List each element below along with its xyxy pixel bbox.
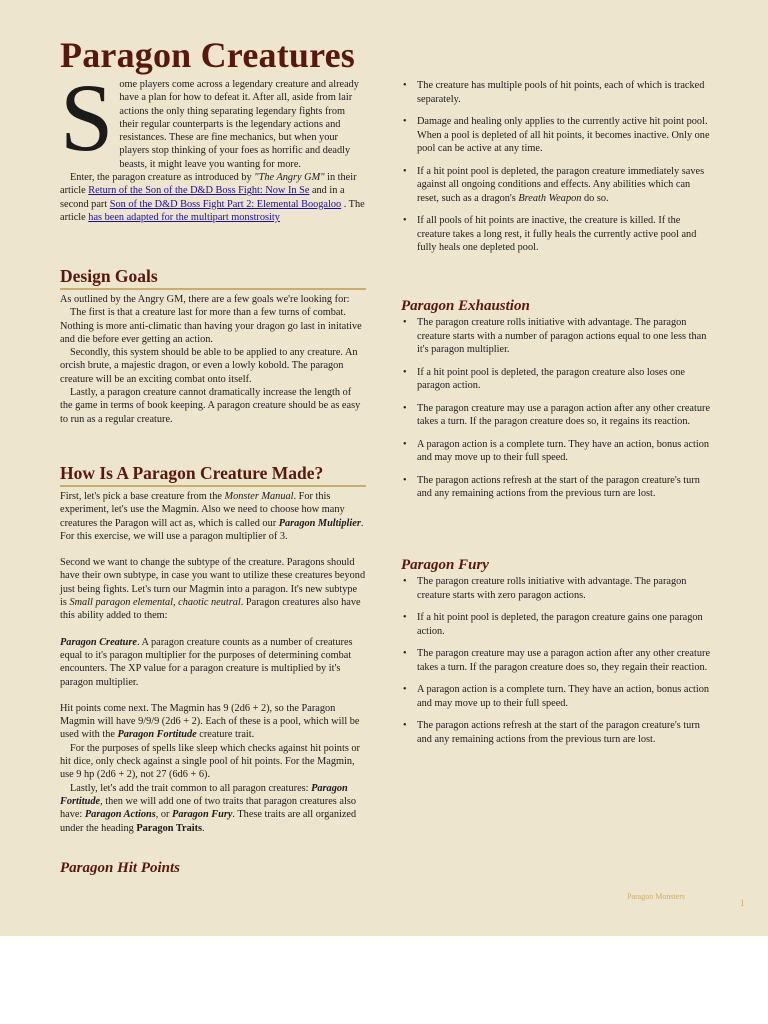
fury-heading: Paragon Fury	[401, 557, 489, 573]
article-link-3[interactable]: has been adapted for the multipart monstrosity	[88, 211, 280, 223]
page-title: Paragon Creatures	[60, 35, 356, 75]
list-item: • The paragon creature may use a paragon action after any other creature takes a turn. If the paragon creature does so, it regains its reaction.	[417, 402, 711, 429]
hit-points-heading: Paragon Hit Points	[60, 860, 181, 876]
design-goals-p1: As outlined by the Angry GM, there are a few goals we're looking for:	[60, 294, 350, 305]
list-item: • A paragon action is a complete turn. They have an action, bonus action and may move up to their full speed.	[417, 438, 711, 465]
list-item: • The paragon actions refresh at the start of the paragon creature's turn and any remaining actions from the previous turn are lost.	[417, 719, 711, 746]
list-item: • If a hit point pool is depleted, the paragon creature also loses one paragon action.	[417, 366, 711, 393]
footer-label: Paragon Monsters	[627, 892, 685, 901]
list-item: • The paragon actions refresh at the start of the paragon creature's turn and any remaining actions from the previous turn are lost.	[417, 474, 711, 501]
list-item: • The paragon creature rolls initiative with advantage. The paragon creature starts with a number of paragon actions equal to one less than it's paragon multiplier.	[417, 316, 711, 357]
article-link-1[interactable]: Return of the Son of the D&D Boss Fight: Now In Se	[88, 185, 310, 197]
intro-paragraph: ome players come across a legendary creature and already have a plan for how to defeat it. After all, aside from lair actions the only thing separating legendary fights from their regular counterparts is the legendary actions and resistances. These are fine mechanics, but when your players stop thinking of your foes as horrific and deadly beasts, it might leave you wanting for more.	[119, 79, 359, 170]
design-goals-section	[60, 266, 366, 426]
how-made-p4: Hit points come next. The Magmin has 9 (2d6 + 2), so the Paragon Magmin will have 9/9/9 (2d6 + 2). Each of these is a pool, which will be used with the Paragon Fortitude creature trait.	[60, 702, 360, 741]
list-item: • If all pools of hit points are inactive, the creature is killed. If the creature takes a long rest, it fully heals the currently active pool and fully heals one depleted pool.	[417, 214, 711, 255]
intro-section	[60, 64, 366, 224]
how-made-heading: How Is A Paragon Creature Made?	[60, 463, 366, 487]
exhaustion-heading: Paragon Exhaustion	[401, 298, 530, 314]
how-made-p3: Paragon Creature. A paragon creature counts as a number of creatures equal to it's paragon multiplier for the purposes of determining combat encounters. The XP value for a paragon creature is multiplied by it's paragon multiplier.	[60, 636, 353, 688]
fury-list	[401, 575, 711, 746]
list-item: • The creature has multiple pools of hit points, each of which is tracked separately.	[417, 79, 711, 106]
list-item: • The paragon creature rolls initiative with advantage. The paragon creature starts with zero paragon actions.	[417, 575, 711, 602]
list-item: • Damage and healing only applies to the currently active hit point pool. When a pool is depleted of all hit points, it becomes inactive. Only one pool can be active at any time.	[417, 115, 711, 156]
list-item: • The paragon creature may use a paragon action after any other creature takes a turn. If the paragon creature does so, they regain their reaction.	[417, 647, 711, 674]
list-item: • If a hit point pool is depleted, the paragon creature immediately saves against all ongoing conditions and effects. Any abilities which can reset, such as a dragon's Breath Weapon do so.	[417, 165, 711, 206]
design-goals-p3: Secondly, this system should be able to be applied to any creature. An orcish brute, a majestic dragon, or even a lowly kobold. The paragon creature will be an exciting combat onto itself.	[60, 347, 358, 385]
hit-points-list	[401, 79, 711, 255]
how-made-p5: For the purposes of spells like sleep which checks against hit points or hit dice, only check against a single pool of hit points. For the Magmin, use 9 hp (2d6 + 2), not 27 (6d6 + 6).	[60, 742, 360, 781]
intro-paragraph-2: Enter, the paragon creature as introduced by "The Angry GM" in their article Return of the Son of the D&D Boss Fight: Now In Se and in a second part Son of the D&D Boss Fight Part 2: Elemental Boogaloo . The article has been adapted for the multipart monstrosity	[60, 172, 365, 223]
list-item: • A paragon action is a complete turn. They have an action, bonus action and may move up to their full speed.	[417, 683, 711, 710]
page-number: 1	[740, 898, 745, 908]
hit-points-heading-wrap	[60, 860, 366, 877]
how-made-p1: First, let's pick a base creature from the Monster Manual. For this experiment, let's use the Magmin. Also we need to choose how many creatures the Paragon will act as, which is called our Paragon Multiplier. For this exercise, we will use a paragon multiplier of 3.	[60, 491, 364, 542]
how-made-section	[60, 463, 366, 835]
how-made-p2: Second we want to change the subtype of the creature. Paragons should have their own subtype, in case you want to utilize these creatures beyond just being fights. Let's turn our Magmin into a paragon. It's new subtype is Small paragon elemental, chaotic neutral. Paragon creatures also have this ability added to them:	[60, 557, 366, 622]
design-goals-p2: The first is that a creature last for more than a few turns of combat. Nothing is more anti-climatic than having your dragon go last in initative and die before ever getting an action.	[60, 307, 362, 345]
design-goals-heading: Design Goals	[60, 266, 366, 290]
drop-cap: S	[60, 64, 114, 171]
how-made-p6: Lastly, let's add the trait common to all paragon creatures: Paragon Fortitude, then we will add one of two traits that paragon creatures also have: Paragon Actions, or Paragon Fury. These traits are all organized under the heading Paragon Traits.	[60, 782, 357, 834]
list-item: • If a hit point pool is depleted, the paragon creature gains one paragon action.	[417, 611, 711, 638]
exhaustion-section	[401, 298, 711, 510]
article-link-2[interactable]: Son of the D&D Boss Fight Part 2: Elemental Boogaloo	[109, 198, 342, 210]
hit-points-list-section	[401, 79, 711, 264]
fury-section	[401, 557, 711, 755]
exhaustion-list	[401, 316, 711, 501]
design-goals-p4: Lastly, a paragon creature cannot dramatically increase the length of the game in terms of book keeping. A paragon creature should be as easy to run as a regular creature.	[60, 387, 361, 425]
